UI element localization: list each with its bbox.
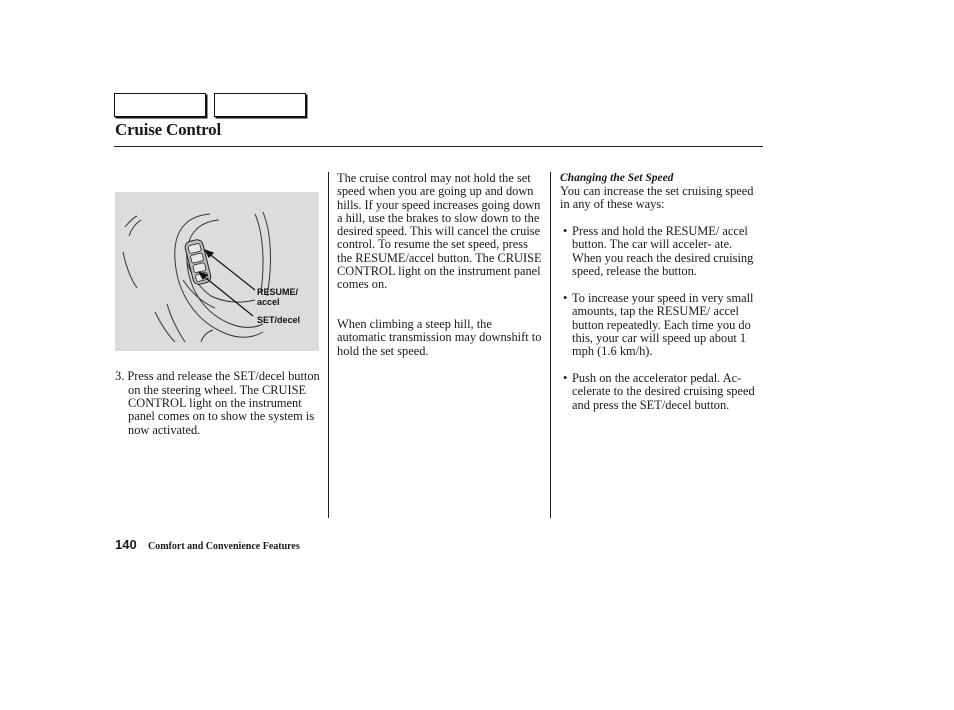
steering-wheel-drawing: [115, 192, 319, 351]
bullet-icon: •: [563, 371, 568, 385]
section-tab-box-1[interactable]: [114, 93, 206, 117]
bullet-icon: •: [563, 224, 568, 238]
page-number: 140: [115, 537, 137, 552]
list-item: [560, 292, 764, 358]
steering-wheel-illustration: [115, 192, 319, 351]
changing-set-speed-heading: Changing the Set Speed: [560, 172, 674, 184]
bullet-icon: •: [563, 291, 568, 305]
list-item: [560, 372, 764, 412]
set-decel-label: SET/decel: [257, 315, 301, 325]
title-divider: [114, 146, 763, 147]
set-speed-intro: You can increase the set cruising speed in any of these ways:: [560, 184, 754, 212]
list-item-text: Press and hold the RESUME/ accel button. The car will acceler- ate. When you reach the desired cruising speed, release the button.: [572, 224, 754, 278]
list-item: [560, 225, 764, 278]
list-item-text: To increase your speed in very small amounts, tap the RESUME/ accel button repeatedly. Each time you do this, your car will speed up about 1 mph (1.6 km/h).: [572, 291, 754, 359]
steep-hill-paragraph: When climbing a steep hill, the automatic transmission may downshift to hold the set speed.: [337, 317, 542, 358]
page-title: Cruise Control: [115, 120, 221, 139]
footer-section-title: Comfort and Convenience Features: [148, 541, 300, 552]
step-3-text: 3. Press and release the SET/decel button on the steering wheel. The CRUISE CONTROL light on the instrument panel comes on to show the system is now activated.: [115, 369, 320, 437]
column-divider-2: [550, 172, 551, 518]
resume-accel-label: RESUME/: [257, 287, 299, 297]
list-item-text: Push on the accelerator pedal. Ac- celerate to the desired cruising speed and press the SET/decel button.: [572, 371, 755, 412]
hill-speed-paragraph: The cruise control may not hold the set speed when you are going up and down hills. If your speed increases going down a hill, use the brakes to slow down to the desired speed. This will cancel the cruise control. To resume the set speed, press the RESUME/accel button. The CRUISE CONTROL light on the instrument panel comes on.: [337, 171, 542, 292]
resume-accel-label-line2: accel: [257, 297, 280, 307]
section-tab-box-2[interactable]: [214, 93, 306, 117]
column-divider-1: [328, 172, 329, 518]
